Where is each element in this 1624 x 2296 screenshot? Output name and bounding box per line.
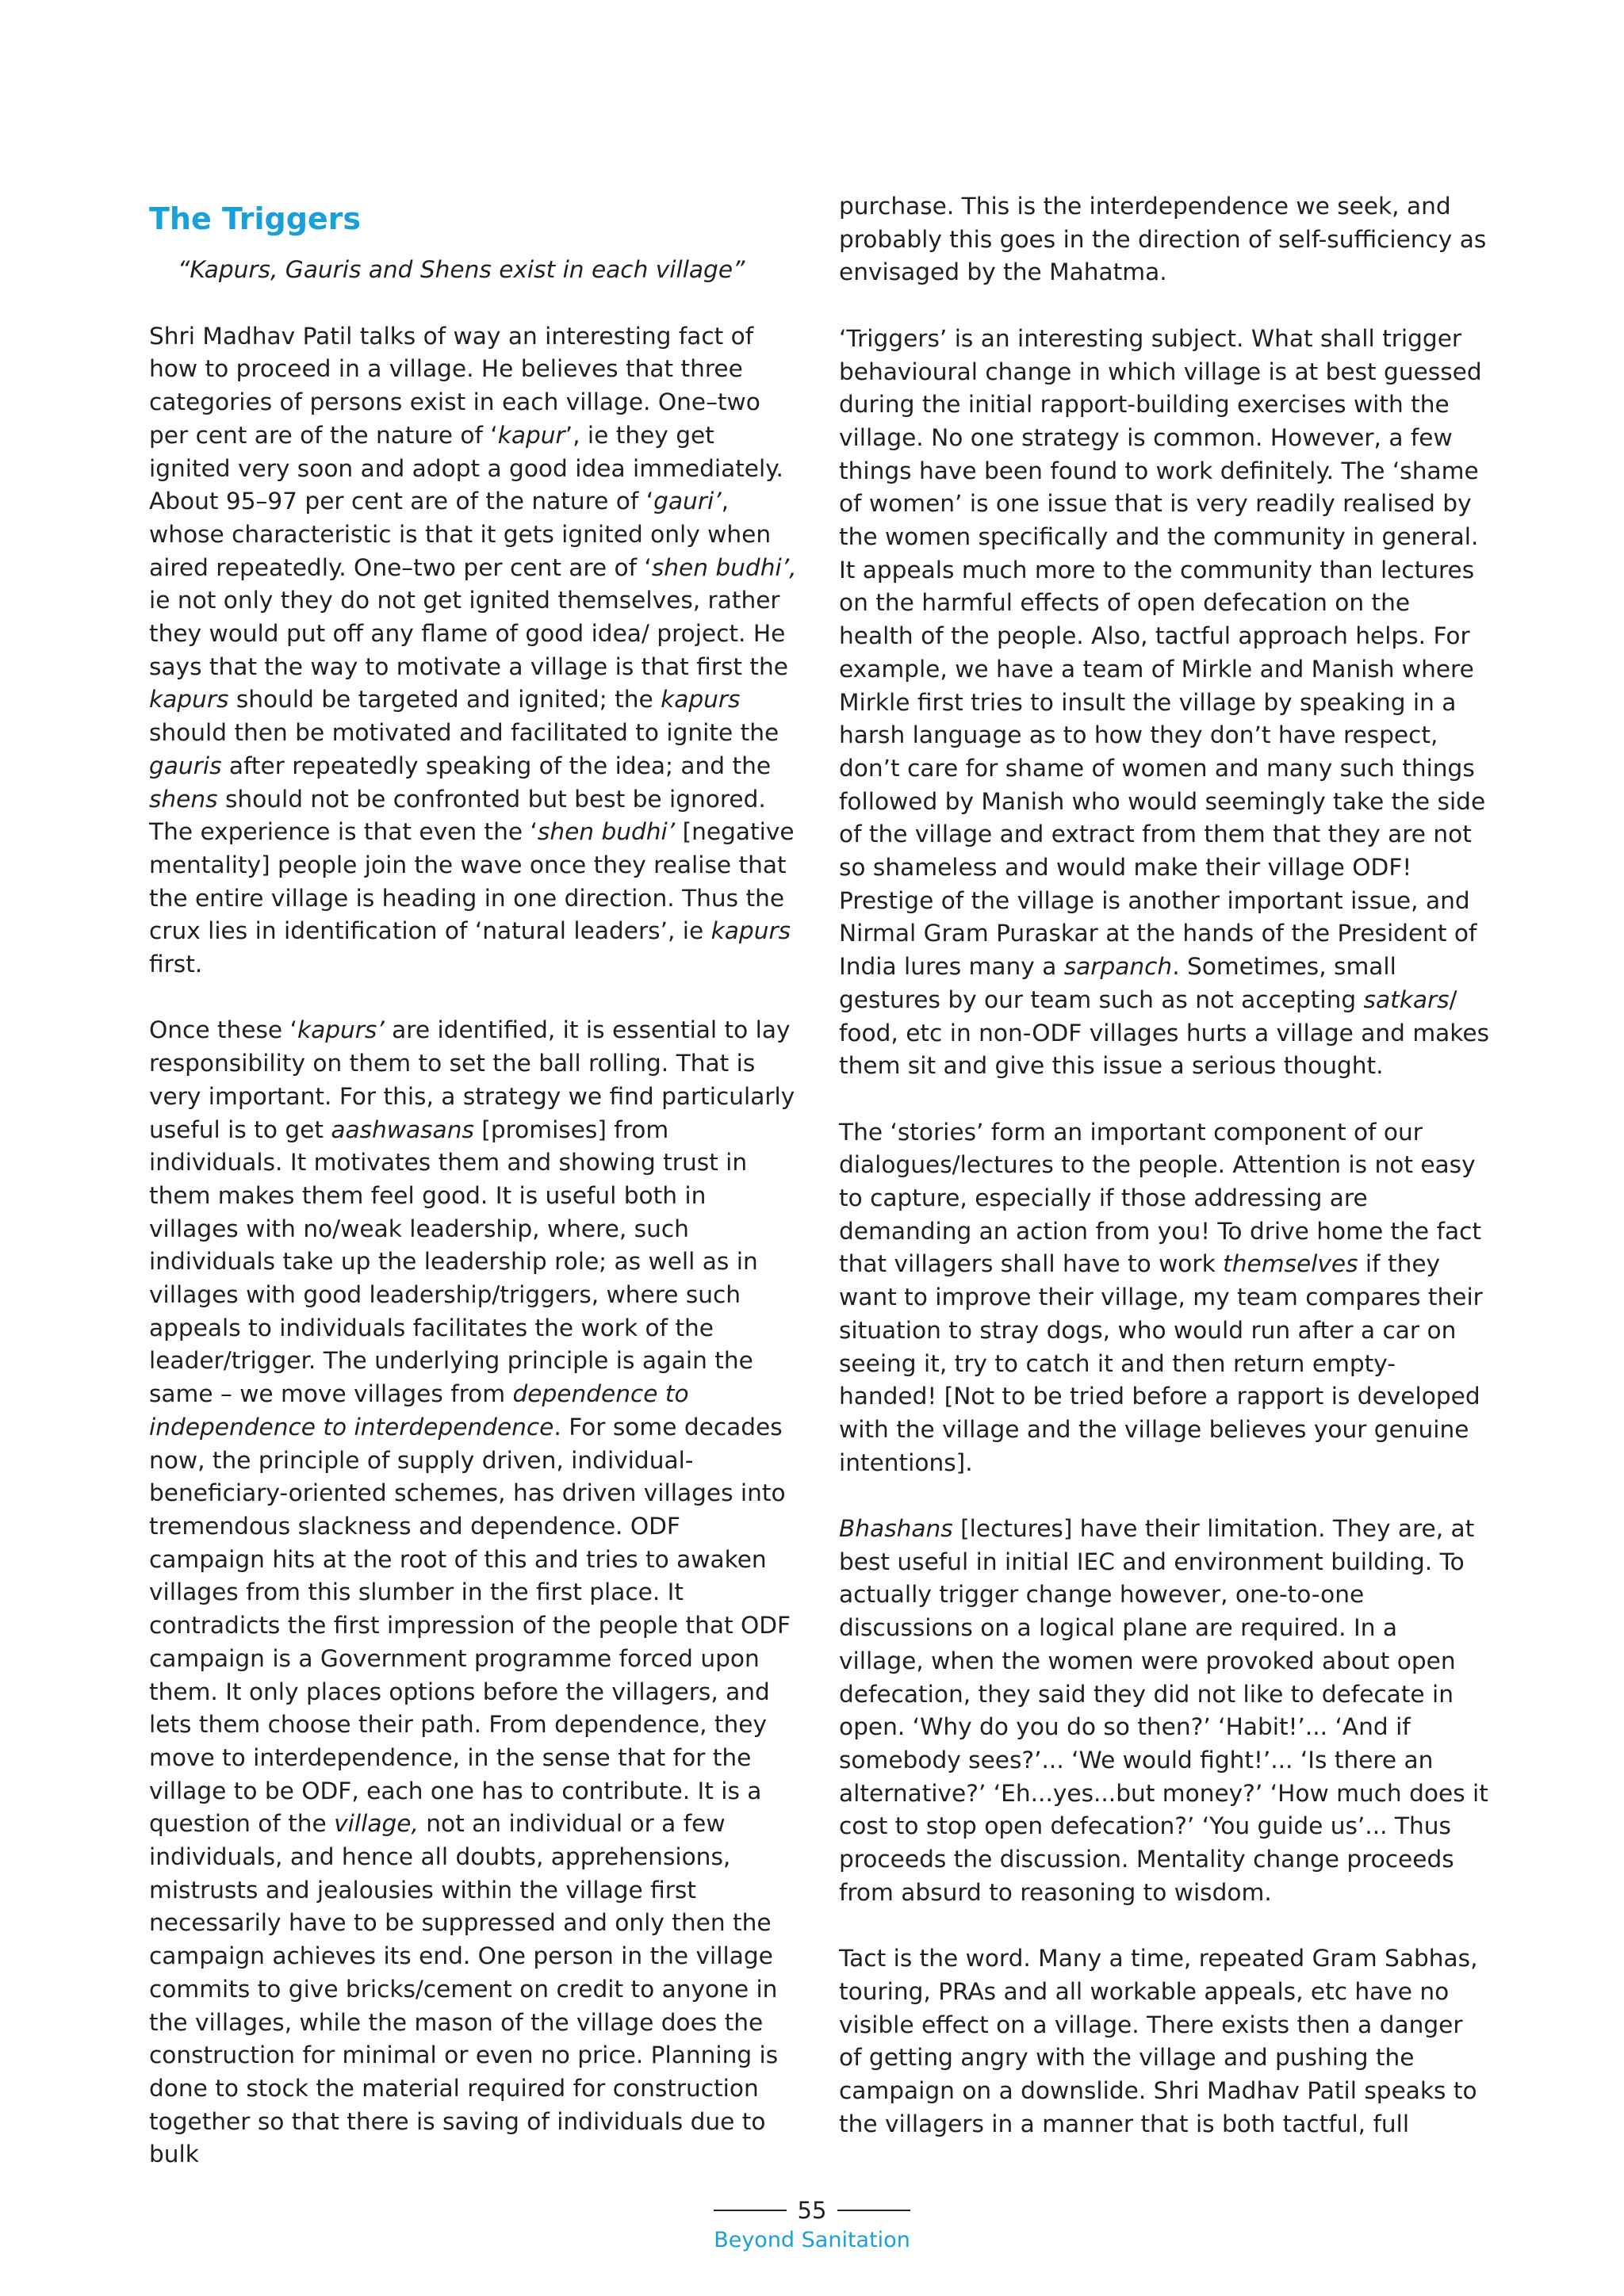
paragraph-left-2: Once these ‘kapurs’ are identified, it is essential to lay responsibility on them to set the ball rolling. That is very important. For this, a strategy we find particularly useful is to get aashwasans [promises] from individuals. It motivates them and showing trust in them makes them feel good. It is useful both in villages with no/weak leadership, where, such individuals take up the leadership role; as well as in villages with good leadership/triggers, where such appeals to individuals facilitates the work of the leader/trigger. The underlying principle is again the same – we move villages from dependence to independence to interdependence. For some decades now, the principle of supply driven, individual-beneficiary-oriented schemes, has driven villages into tremendous slackness and dependence. ODF campaign hits at the root of this and tries to awaken villages from this slumber in the first place. It contradicts the first impression of the people that ODF campaign is a Government programme forced upon them. It only places options before the villagers, and lets them choose their path. From dependence, they move to interdependence, in the sense that for the village to be ODF, each one has to contribute. It is a question of the village, not an individual or a few individuals, and hence all doubts, apprehensions, mistrusts and jealousies within the village first necessarily have to be suppressed and only then the campaign achieves its end. One person in the village commits to give bricks/cement on credit to anyone in the villages, while the mason of the village does the construction for minimal or even no price. Planning is done to stock the material required for construction together so that there is saving of individuals due to bulk	[149, 1016, 795, 2168]
paragraph-left-1: Shri Madhav Patil talks of way an interesting fact of how to proceed in a village. He believes that three categories of persons exist in each village. One–two per cent are of the nature of ‘kapur’, ie they get ignited very soon and adopt a good idea immediately. About 95–97 per cent are of the nature of ‘gauri’, whose characteristic is that it gets ignited only when aired repeatedly. One–two per cent are of ‘shen budhi’, ie not only they do not get ignited themselves, rather they would put off any flame of good idea/ project. He says that the way to motivate a village is that first the kapurs should be targeted and ignited; the kapurs should then be motivated and facilitated to ignite the gauris after repeatedly speaking of the idea; and the shens should not be confronted but best be ignored. The experience is that even the ‘shen budhi’ [negative mentality] people join the wave once they realise that the entire village is heading in one direction. Thus the crux lies in identification of ‘natural leaders’, ie kapurs first.	[149, 322, 797, 978]
epigraph: “Kapurs, Gauris and Shens exist in each village”	[178, 256, 745, 283]
left-column	[149, 190, 801, 2205]
paragraph-right-4: Bhashans [lectures] have their limitation. They are, at best useful in initial IEC and environment building. To actually trigger change however, one-to-one discussions on a logical plane are required. In a village, when the women were provoked about open defecation, they said they did not like to defecate in open. ‘Why do you do so then?’ ‘Habit!’... ‘And if somebody sees?’... ‘We would fight!’... ‘Is there an alternative?’ ‘Eh...yes...but money?’ ‘How much does it cost to stop open defecation?’ ‘You guide us’... Thus proceeds the discussion. Mentality change proceeds from absurd to reasoning to wisdom.	[839, 1515, 1488, 1906]
page-number: 55	[797, 2197, 827, 2224]
page-footer	[0, 2196, 1624, 2255]
paragraph-right-1: purchase. This is the interdependence we seek, and probably this goes in the direction of self-sufficiency as envisaged by the Mahatma.	[839, 193, 1487, 286]
section-heading: The Triggers	[149, 201, 362, 236]
book-title: Beyond Sanitation	[714, 2228, 910, 2252]
page-number-row	[0, 2196, 1624, 2225]
footer-rule-right	[837, 2210, 910, 2211]
right-column	[839, 190, 1489, 2174]
paragraph-right-3: The ‘stories’ form an important component of our dialogues/lectures to the people. Attention is not easy to capture, especially if those addressing are demanding an action from you! To drive home the fact that villagers shall have to work themselves if they want to improve their village, my team compares their situation to stray dogs, who would run after a car on seeing it, try to catch it and then return empty-handed! [Not to be tried before a rapport is developed with the village and the village believes your genuine intentions].	[839, 1118, 1483, 1476]
paragraph-right-2: ‘Triggers’ is an interesting subject. What shall trigger behavioural change in which village is at best guessed during the initial rapport-building exercises with the village. No one strategy is common. However, a few things have been found to work definitely. The ‘shame of women’ is one issue that is very readily realised by the women specifically and the community in general. It appeals much more to the community than lectures on the harmful effects of open defecation on the health of the people. Also, tactful approach helps. For example, we have a team of Mirkle and Manish where Mirkle first tries to insult the village by speaking in a harsh language as to how they don’t have respect, don’t care for shame of women and many such things followed by Manish who would seemingly take the side of the village and extract from them that they are not so shameless and would make their village ODF! Prestige of the village is another important issue, and Nirmal Gram Puraskar at the hands of the President of India lures many a sarpanch. Sometimes, small gestures by our team such as not accepting satkars/ food, etc in non-ODF villages hurts a village and makes them sit and give this issue a serious thought.	[839, 324, 1489, 1080]
paragraph-right-5: Tact is the word. Many a time, repeated Gram Sabhas, touring, PRAs and all workable appeals, etc have no visible effect on a village. There exists then a danger of getting angry with the village and pushing the campaign on a downslide. Shri Madhav Patil speaks to the villagers in a manner that is both tactful, full	[839, 1945, 1478, 2137]
footer-rule-left	[714, 2210, 787, 2211]
